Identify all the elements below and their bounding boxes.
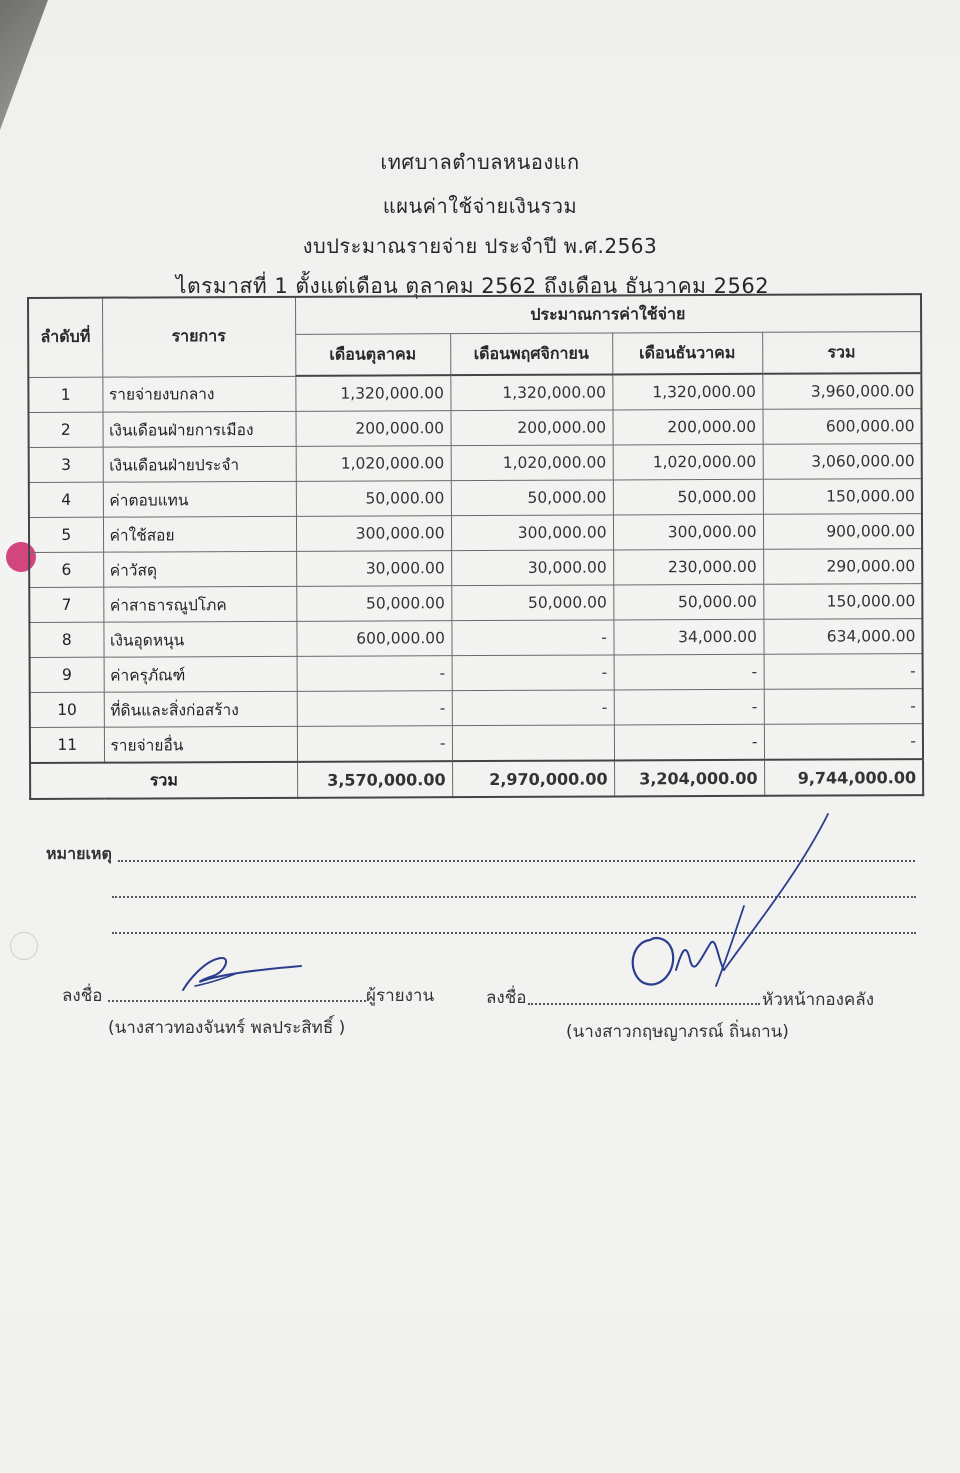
row-item: ค่าครุภัณฑ์: [104, 656, 297, 692]
row-oct: -: [297, 726, 452, 762]
row-nov: 1,020,000.00: [451, 445, 613, 481]
row-total: 150,000.00: [763, 479, 922, 515]
col-group-header: ประมาณการค่าใช้จ่าย: [295, 294, 921, 334]
table-row: [29, 549, 922, 588]
col-header-total: รวม: [762, 332, 921, 374]
row-item: รายจ่ายงบกลาง: [102, 376, 295, 412]
row-total: -: [764, 654, 923, 690]
row-nov: 1,320,000.00: [450, 374, 612, 410]
left-signer-name: (นางสาวทองจันทร์ พลประสิทธิ์ ): [108, 1018, 346, 1038]
total-nov: 2,970,000.00: [452, 760, 614, 797]
row-nov: 50,000.00: [451, 480, 613, 516]
row-no: 2: [29, 412, 103, 447]
col-header-no: ลำดับที่: [28, 298, 102, 377]
row-no: 4: [29, 482, 103, 517]
row-no: 10: [30, 692, 104, 727]
total-row: [30, 759, 923, 799]
left-handwritten-signature: [175, 950, 315, 1000]
row-oct: 600,000.00: [296, 621, 451, 657]
table-row: [29, 584, 922, 623]
col-header-item: รายการ: [102, 297, 295, 377]
row-dec: 1,320,000.00: [612, 374, 762, 410]
row-dec: 50,000.00: [613, 584, 763, 620]
row-oct: 300,000.00: [296, 516, 451, 552]
row-no: 7: [29, 587, 103, 622]
punch-hole-mark: [10, 932, 38, 960]
total-label: รวม: [30, 762, 297, 799]
row-nov: -: [451, 620, 613, 656]
row-total: 150,000.00: [763, 584, 922, 620]
right-sign-line: [528, 1003, 760, 1005]
total-oct: 3,570,000.00: [297, 761, 452, 798]
total-all: 9,744,000.00: [764, 759, 923, 796]
row-nov: [452, 725, 614, 761]
row-nov: 200,000.00: [450, 410, 612, 446]
row-nov: 50,000.00: [451, 585, 613, 621]
table-row: [29, 514, 922, 553]
row-oct: 1,320,000.00: [295, 375, 450, 411]
row-dec: 200,000.00: [612, 409, 762, 445]
row-no: 9: [30, 657, 104, 692]
row-nov: -: [452, 690, 614, 726]
left-sign-line: [108, 1000, 366, 1002]
row-item: ค่าวัสดุ: [103, 551, 296, 587]
right-role: หัวหน้ากองคลัง: [762, 990, 875, 1010]
left-role: ผู้รายงาน: [366, 986, 435, 1006]
row-oct: -: [297, 691, 452, 727]
row-no: 8: [29, 622, 103, 657]
row-oct: 50,000.00: [296, 481, 451, 517]
row-dec: 230,000.00: [613, 549, 763, 585]
doc-title: แผนค่าใช้จ่ายเงินรวม: [382, 194, 578, 218]
table-row: [29, 444, 922, 483]
col-header-oct: เดือนตุลาคม: [295, 334, 450, 376]
row-dec: 50,000.00: [613, 479, 763, 515]
row-oct: 200,000.00: [296, 411, 451, 447]
row-dec: -: [614, 689, 764, 725]
row-item: ค่าสาธารณูปโภค: [103, 586, 296, 622]
table-row: [29, 409, 922, 448]
org-title: เทศบาลตำบลหนองแก: [380, 150, 580, 174]
row-total: 634,000.00: [763, 619, 922, 655]
row-oct: 50,000.00: [296, 586, 451, 622]
table-row: [30, 724, 923, 763]
remark-label: หมายเหตุ: [46, 844, 112, 863]
row-oct: 1,020,000.00: [296, 446, 451, 482]
row-nov: -: [452, 655, 614, 691]
right-handwritten-signature: [620, 810, 840, 1000]
row-total: 600,000.00: [762, 409, 921, 445]
row-item: เงินอุดหนุน: [103, 621, 296, 657]
row-item: ค่าตอบแทน: [103, 481, 296, 517]
row-dec: -: [614, 724, 764, 760]
quarter-period: ไตรมาสที่ 1 ตั้งแต่เดือน ตุลาคม 2562 ถึงเดือน ธันวาคม 2562: [175, 274, 770, 298]
row-dec: -: [614, 654, 764, 690]
row-no: 6: [29, 552, 103, 587]
col-header-dec: เดือนธันวาคม: [612, 332, 762, 374]
row-dec: 34,000.00: [613, 619, 763, 655]
table-row: [30, 654, 923, 693]
right-sign-label: ลงชื่อ: [486, 988, 527, 1008]
row-total: 290,000.00: [763, 549, 922, 585]
row-item: ที่ดินและสิ่งก่อสร้าง: [104, 691, 297, 727]
row-dec: 300,000.00: [613, 514, 763, 550]
table-row: [28, 373, 921, 412]
row-oct: -: [297, 656, 452, 692]
col-header-nov: เดือนพฤศจิกายน: [450, 333, 612, 375]
budget-year: งบประมาณรายจ่าย ประจำปี พ.ศ.2563: [302, 234, 658, 258]
row-item: เงินเดือนฝ่ายการเมือง: [103, 411, 296, 447]
row-total: -: [764, 724, 923, 760]
left-sign-label: ลงชื่อ: [62, 986, 103, 1006]
row-item: เงินเดือนฝ่ายประจำ: [103, 446, 296, 482]
total-dec: 3,204,000.00: [614, 760, 764, 797]
right-signer-name: (นางสาวกฤษญาภรณ์ ถิ่นถาน): [566, 1022, 789, 1042]
row-nov: 300,000.00: [451, 515, 613, 551]
row-no: 11: [30, 727, 104, 763]
row-total: 3,060,000.00: [763, 444, 922, 480]
row-no: 5: [29, 517, 103, 552]
row-nov: 30,000.00: [451, 550, 613, 586]
row-oct: 30,000.00: [296, 551, 451, 587]
row-total: 900,000.00: [763, 514, 922, 550]
row-dec: 1,020,000.00: [613, 444, 763, 480]
row-total: -: [764, 689, 923, 725]
row-total: 3,960,000.00: [762, 373, 921, 409]
table-row: [29, 479, 922, 518]
row-no: 3: [29, 447, 103, 482]
budget-table: [27, 293, 924, 800]
row-item: รายจ่ายอื่น: [104, 726, 297, 762]
row-item: ค่าใช้สอย: [103, 516, 296, 552]
table-row: [29, 619, 922, 658]
row-no: 1: [28, 377, 102, 413]
table-row: [30, 689, 923, 728]
